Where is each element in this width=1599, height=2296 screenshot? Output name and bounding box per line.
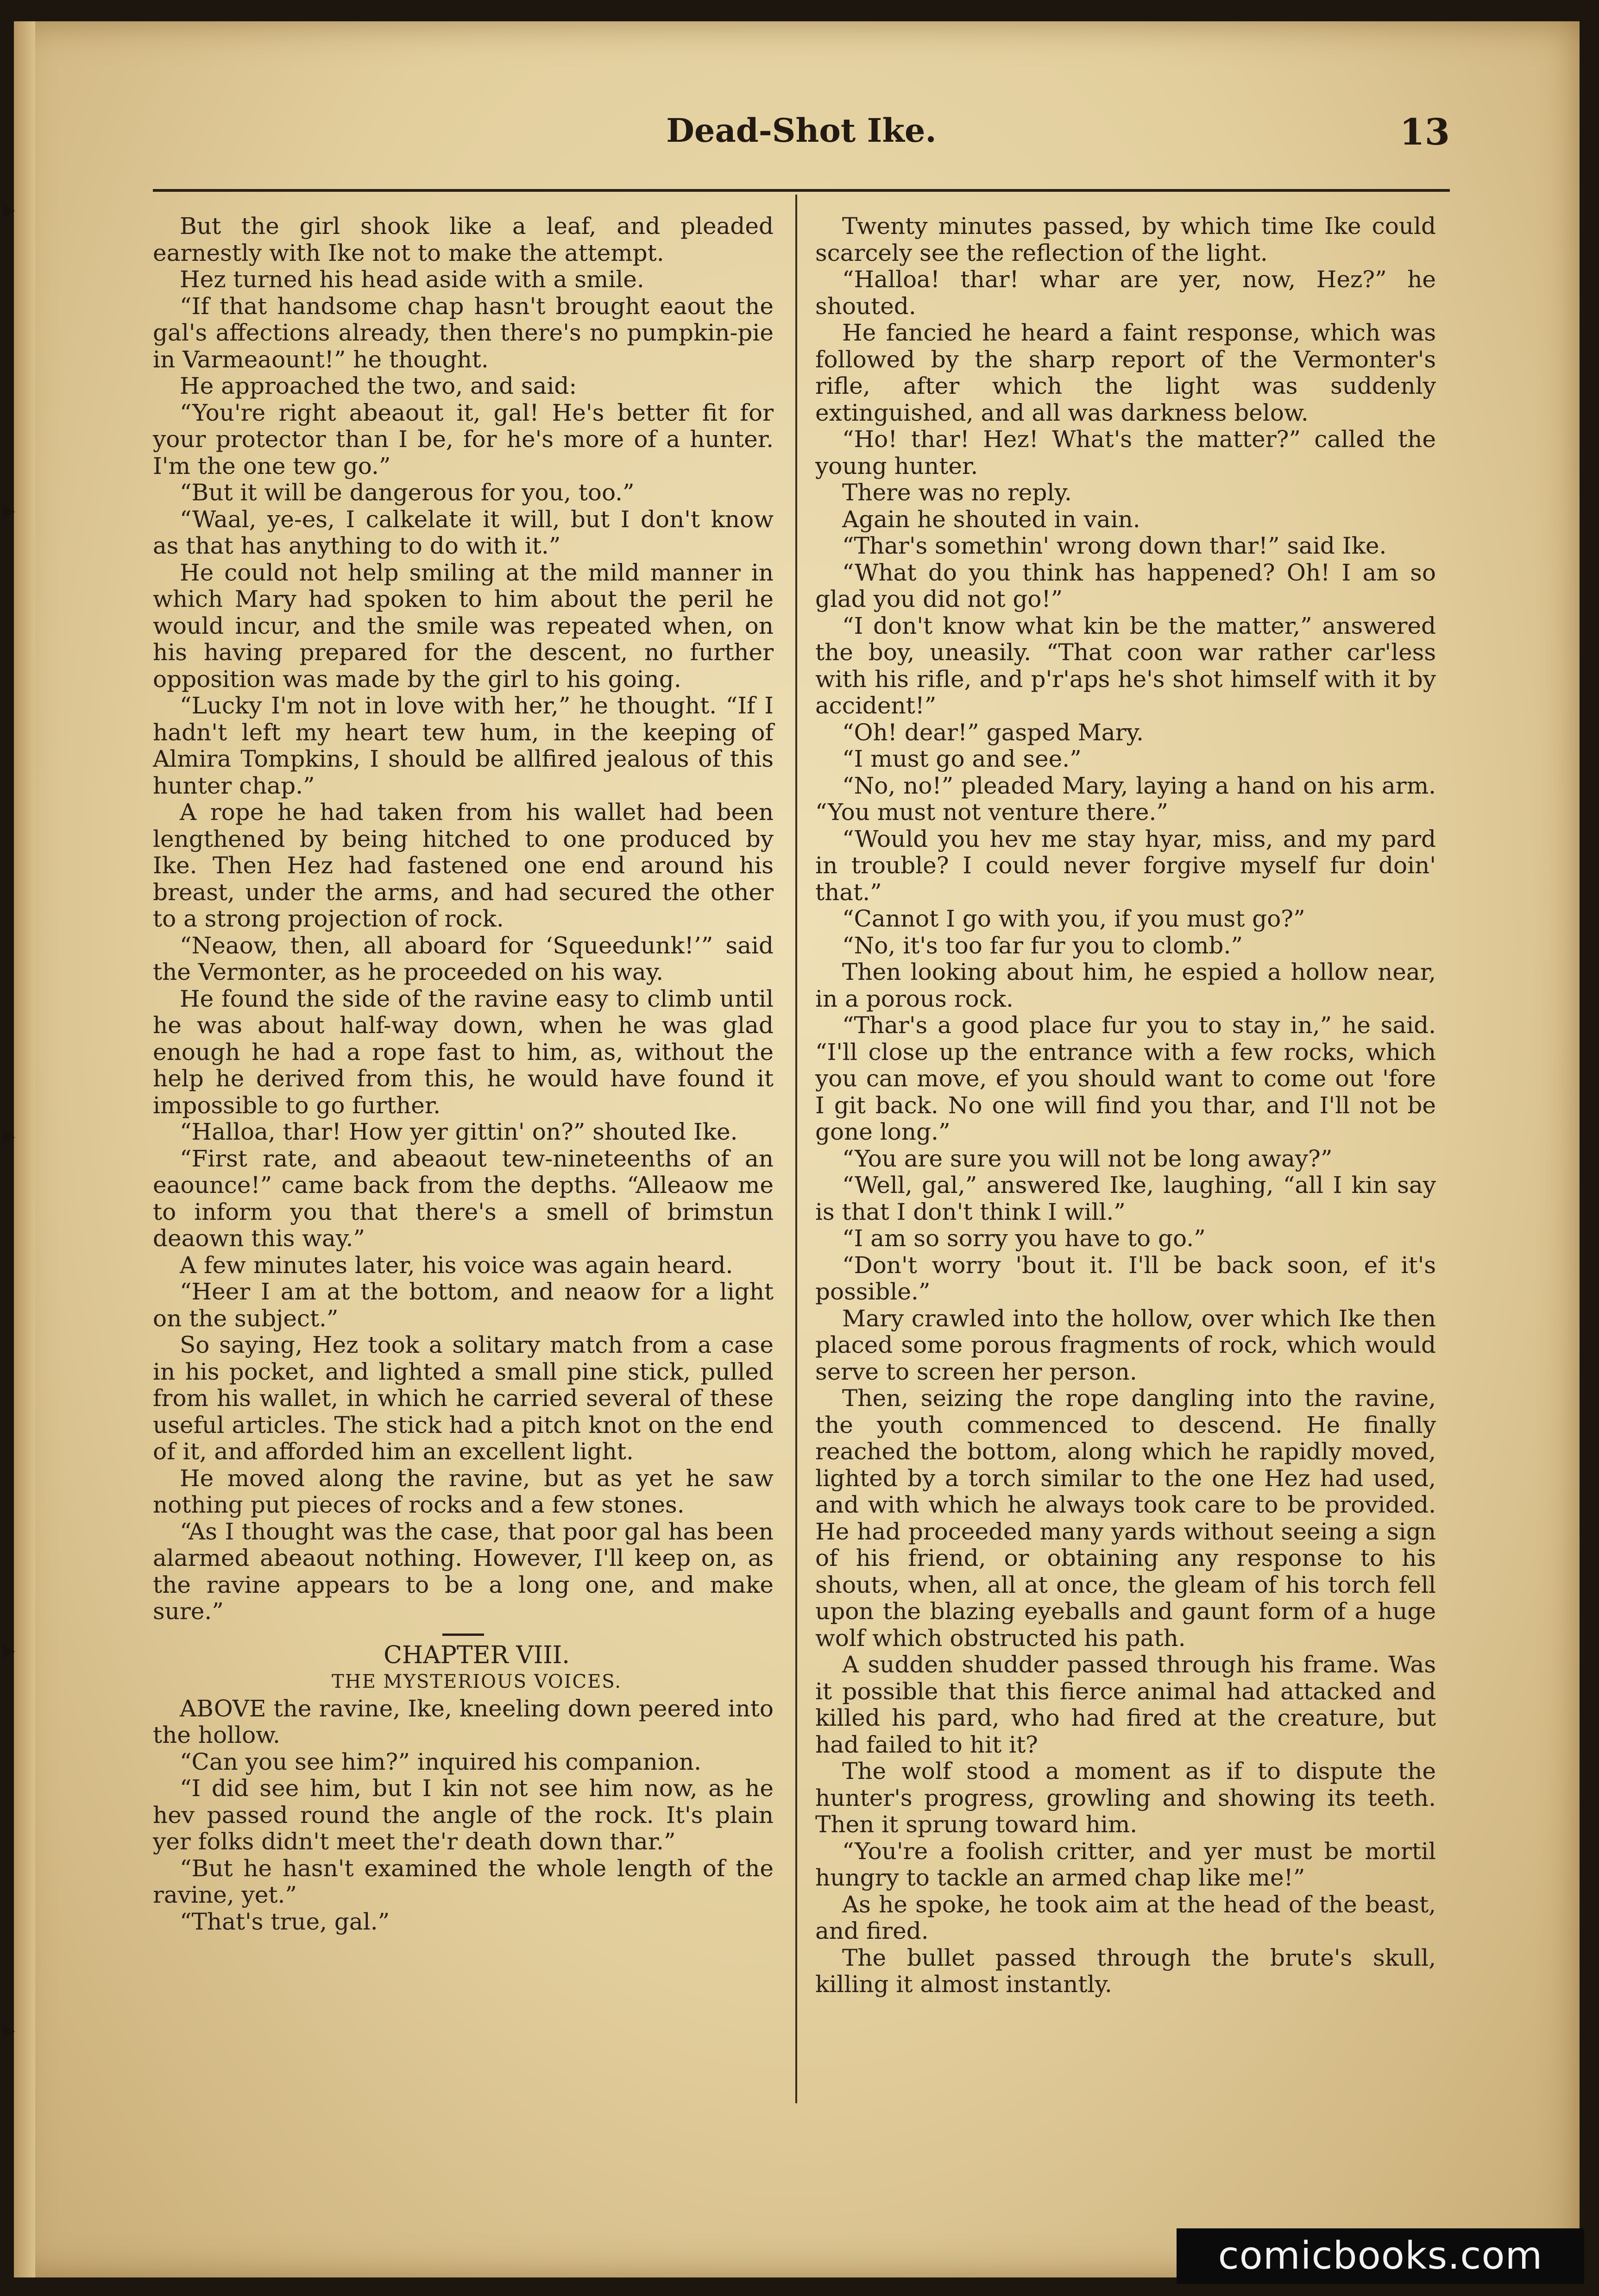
paragraph: “You are sure you will not be long away?” (842, 1145, 1333, 1172)
paragraph: ABOVE the ravine, Ike, kneeling down peered into the hollow. (153, 1695, 774, 1748)
running-title: Dead-Shot Ike. (666, 111, 937, 150)
paragraph: Again he shouted in vain. (842, 505, 1140, 533)
paragraph: “Cannot I go with you, if you must go?” (842, 905, 1305, 932)
paragraph: He found the side of the ravine easy to climb until he was about half-way down, when he was glad enough he had a rope fast to him, as, without the help he derived from this, he would have found it impossible to go further. (153, 985, 774, 1119)
paragraph: “Would you hev me stay hyar, miss, and my pard in trouble? I could never forgive myself fur doin' that.” (815, 825, 1436, 906)
paragraph: “Oh! dear!” gasped Mary. (842, 719, 1144, 746)
paragraph: But the girl shook like a leaf, and pleaded earnestly with Ike not to make the attempt. (153, 213, 774, 266)
paragraph: “But he hasn't examined the whole length of the ravine, yet.” (153, 1854, 774, 1908)
paragraph: “Heer I am at the bottom, and neaow for a light on the subject.” (153, 1278, 774, 1332)
paragraph: “Thar's somethin' wrong down thar!” said Ike. (842, 532, 1387, 559)
paragraph: “You're a foolish critter, and yer must be mortil hungry to tackle an armed chap like me!” (815, 1837, 1436, 1891)
paragraph: “Don't worry 'bout it. I'll be back soon, ef it's possible.” (815, 1251, 1436, 1305)
paragraph: “First rate, and abeaout tew-nineteenths of an eaounce!” came back from the depths. “Alleaow me to inform you that there's a smell of brimstun deaown this way.” (153, 1145, 774, 1252)
paragraph: “Ho! thar! Hez! What's the matter?” called the young hunter. (815, 426, 1436, 479)
paragraph: A rope he had taken from his wallet had been lengthened by being hitched to one produced by Ike. Then Hez had fastened one end around his breast, under the arms, and had secured the other to a strong projection of rock. (153, 799, 774, 932)
chapter-separator (442, 1634, 484, 1636)
paragraph: Mary crawled into the hollow, over which Ike then placed some porous fragments of rock, which would serve to screen her person. (815, 1305, 1436, 1385)
binding-mark (3, 2025, 15, 2038)
paragraph: The bullet passed through the brute's skull, killing it almost instantly. (815, 1944, 1436, 1998)
paragraph: So saying, Hez took a solitary match from a case in his pocket, and lighted a small pine stick, pulled from his wallet, in which he carried several of these useful articles. The stick had a pitch knot on the end of it, and afforded him an excellent light. (153, 1331, 774, 1465)
page-spine (14, 21, 35, 2277)
chapter-subheading: THE MYSTERIOUS VOICES. (332, 1671, 622, 1692)
paragraph: “No, no!” pleaded Mary, laying a hand on his arm. “You must not venture there.” (815, 772, 1436, 826)
paragraph: “I must go and see.” (842, 745, 1082, 772)
page-number: 13 (1399, 111, 1450, 153)
paragraph: “I don't know what kin be the matter,” answered the boy, uneasily. “That coon war rather car'less with his rifle, and p'r'aps he's shot himself with it by accident!” (815, 612, 1436, 719)
watermark-logo: comicbooks.com (1177, 2228, 1584, 2284)
paragraph: “Halloa, thar! How yer gittin' on?” shouted Ike. (180, 1118, 738, 1145)
paragraph: “Lucky I'm not in love with her,” he thought. “If I hadn't left my heart tew hum, in the keeping of Almira Tompkins, I should be allfired jealous of this hunter chap.” (153, 692, 774, 799)
paragraph: “Waal, ye-es, I calkelate it will, but I don't know as that has anything to do with it.” (153, 505, 774, 559)
paragraph: “I did see him, but I kin not see him now, as he hev passed round the angle of the rock. It's plain yer folks didn't meet the'r death down thar.” (153, 1775, 774, 1855)
paragraph: “Can you see him?” inquired his companion. (180, 1748, 702, 1775)
paragraph: “I am so sorry you have to go.” (842, 1225, 1206, 1252)
paragraph: He could not help smiling at the mild manner in which Mary had spoken to him about the peril he would incur, and the smile was repeated when, on his having prepared for the descent, no further opposition was made by the girl to his going. (153, 559, 774, 693)
column-divider (795, 195, 797, 2103)
paragraph: A few minutes later, his voice was again heard. (180, 1251, 733, 1279)
binding-mark (3, 204, 15, 218)
chapter-heading: CHAPTER VIII. (384, 1641, 570, 1669)
paragraph: “That's true, gal.” (180, 1908, 390, 1935)
binding-mark (3, 1130, 15, 1144)
paragraph: He fancied he heard a faint response, which was followed by the sharp report of the Vermonter's rifle, after which the light was suddenly extinguished, and all was darkness below. (815, 319, 1436, 426)
binding-mark (3, 1645, 15, 1659)
paragraph: “Thar's a good place fur you to stay in,” he said. “I'll close up the entrance with a few rocks, which you can move, ef you should want to come out 'fore I git back. No one will find you thar, and I'll not be gone long.” (815, 1012, 1436, 1145)
paragraph: He moved along the ravine, but as yet he saw nothing put pieces of rocks and a few stones. (153, 1464, 774, 1518)
paragraph: A sudden shudder passed through his frame. Was it possible that this fierce animal had attacked and killed his pard, who had fired at the creature, but had failed to hit it? (815, 1651, 1436, 1758)
binding-mark (3, 505, 15, 519)
paragraph: “Well, gal,” answered Ike, laughing, “all I kin say is that I don't think I will.” (815, 1172, 1436, 1225)
paragraph: “But it will be dangerous for you, too.” (180, 479, 635, 506)
paragraph: Then looking about him, he espied a hollow near, in a porous rock. (815, 959, 1436, 1012)
paragraph: Hez turned his head aside with a smile. (180, 266, 644, 293)
paragraph: Twenty minutes passed, by which time Ike could scarcely see the reflection of the light. (815, 213, 1436, 266)
paragraph: “What do you think has happened? Oh! I am so glad you did not go!” (815, 559, 1436, 612)
paragraph: Then, seizing the rope dangling into the ravine, the youth commenced to descend. He finally reached the bottom, along which he rapidly moved, lighted by a torch similar to the one Hez had used, and with which he always took care to be provided. He had proceeded many yards without seeing a sign of his friend, or obtaining any response to his shouts, when, all at once, the gleam of his torch fell upon the blazing eyeballs and gaunt form of a huge wolf which obstructed his path. (815, 1385, 1436, 1652)
paragraph: “Halloa! thar! whar are yer, now, Hez?” he shouted. (815, 266, 1436, 320)
paragraph: “If that handsome chap hasn't brought eaout the gal's affections already, then there's no pumpkin-pie in Varmeaount!” he thought. (153, 292, 774, 373)
paragraph: “You're right abeaout it, gal! He's better fit for your protector than I be, for he's more of a hunter. I'm the one tew go.” (153, 399, 774, 479)
paragraph: As he spoke, he took aim at the head of the beast, and fired. (815, 1891, 1436, 1944)
paragraph: “As I thought was the case, that poor gal has been alarmed abeaout nothing. However, I'll keep on, as the ravine appears to be a long one, and make sure.” (153, 1518, 774, 1625)
paragraph: He approached the two, and said: (180, 372, 577, 399)
paragraph: “Neaow, then, all aboard for ‘Squeedunk!’” said the Vermonter, as he proceeded on his way. (153, 932, 774, 985)
right-column (815, 213, 1436, 1998)
left-column (153, 213, 774, 1935)
paragraph: The wolf stood a moment as if to dispute the hunter's progress, growling and showing its teeth. Then it sprung toward him. (815, 1758, 1436, 1838)
paragraph: “No, it's too far fur you to clomb.” (842, 932, 1243, 959)
paragraph: There was no reply. (842, 479, 1072, 506)
header-rule (153, 189, 1450, 192)
running-header (153, 111, 1450, 162)
